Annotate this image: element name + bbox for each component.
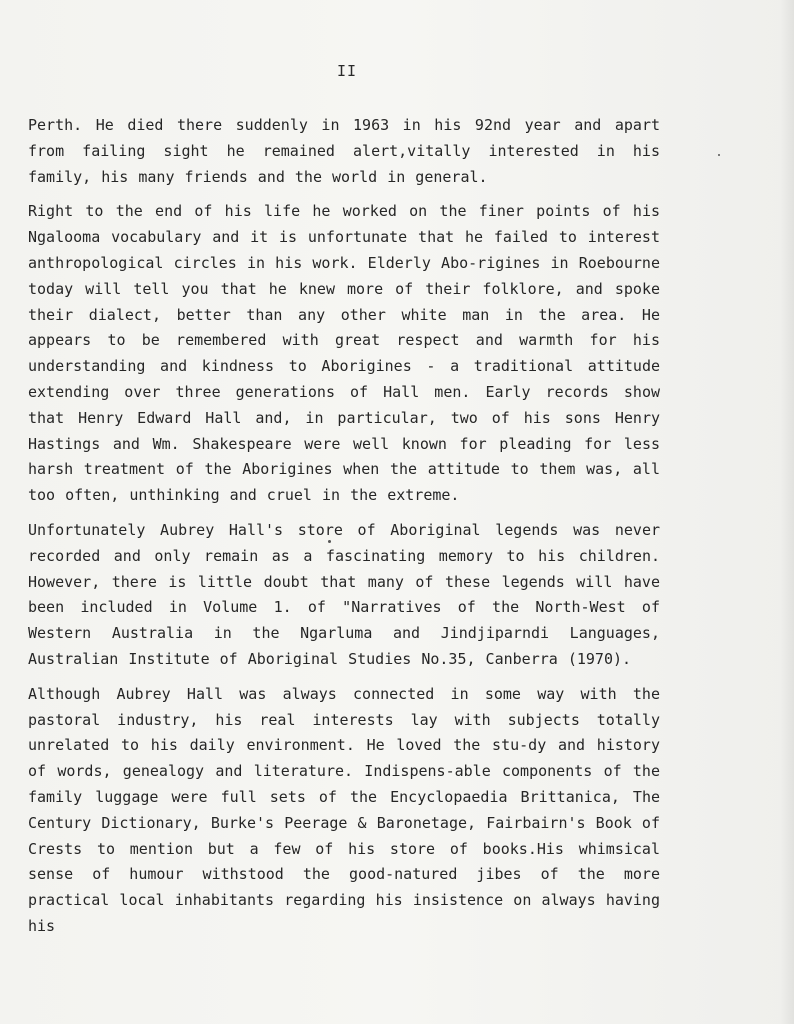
- paper-speck: [718, 154, 720, 156]
- paragraph-4: Although Aubrey Hall was always connected in some way with the pastoral industry, his real interests lay with subjects totally unrelated to his daily environment. He loved the stu-dy and history of words, genealogy and literature. Indispens-able components of the family luggage were full sets of the Encyclopaedia Brittanica, The Century Dictionary, Burke's Peerage & Baronetage, Fairbairn's Book of Crests to mention but a few of his store of books.His whimsical sense of humour withstood the good-natured jibes of the more practical local inhabitants regarding his insistence on always having his: [28, 684, 660, 935]
- paragraph-1: Perth. He died there suddenly in 1963 in his 92nd year and apart from failing sight he remained alert,vitally interested in his family, his many friends and the world in general.: [28, 116, 660, 186]
- paragraph-2: Right to the end of his life he worked on the finer points of his Ngalooma vocabulary and it is unfortunate that he failed to interest anthropological circles in his work. Elderly Abo-rigines in Roebourne today will tell you that he knew more of their folklore, and spoke their dialect, better than any other white man in the area. He appears to be remembered with great respect and warmth for his understanding and kindness to Aborigines - a traditional attitude extending over three generations of Hall men. Early records show that Henry Edward Hall and, in particular, two of his sons Henry Hastings and Wm. Shakespeare were well known for pleading for less harsh treatment of the Aborigines when the attitude to them was, all too often, unthinking and cruel in the extreme.: [28, 202, 660, 505]
- page-number: II: [336, 62, 358, 80]
- page-edge-shadow: [780, 0, 794, 1024]
- body-text: [28, 113, 660, 949]
- paragraph-3: Unfortunately Aubrey Hall's store of Aboriginal legends was never recorded and only remain as a fascinating memory to his children. However, there is little doubt that many of these legends will have been included in Volume 1. of "Narratives of the North-West of Western Australia in the Ngarluma and Jindjiparndi Languages, Australian Institute of Aboriginal Studies No.35, Canberra (1970).: [28, 520, 660, 668]
- paper-speck: [328, 540, 331, 543]
